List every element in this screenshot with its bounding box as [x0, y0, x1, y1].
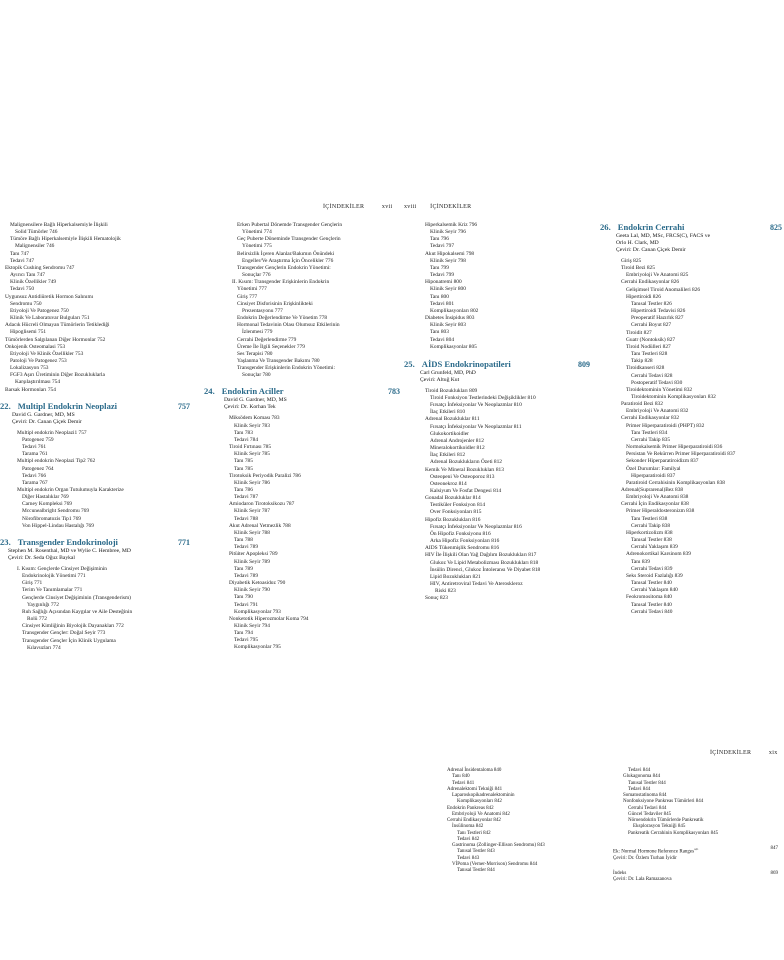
toc-entry[interactable]: Paratiroid Bezi 832	[621, 401, 663, 408]
toc-entry[interactable]: Hiponatremi 800	[425, 279, 462, 286]
toc-entry[interactable]: Patoloji Ve Patogenez 753	[10, 357, 67, 364]
toc-entry[interactable]: Testiküler Fonksiyon 814	[430, 502, 486, 509]
toc-entry[interactable]: Güncel Tedaviler 845	[628, 811, 672, 817]
toc-entry[interactable]: Hiperkortizolizm 838	[626, 529, 673, 536]
toc-entry[interactable]: Tiroidit 827	[626, 329, 652, 336]
toc-list	[420, 388, 590, 603]
toc-entry[interactable]: Giriş 825	[621, 258, 642, 264]
toc-entry[interactable]: Ruh Sağlığı Açısından Kaygılar ve Aile Desteğinin	[22, 608, 133, 615]
toc-entry[interactable]: II. Kısım: Transgender Erişkinlerin Endokrin	[232, 279, 330, 286]
toc-entry[interactable]: Mccunealbright Sendromu 769	[22, 508, 90, 515]
appendix-translator: Çeviri: Dr. Özlem Turhan İyidir	[613, 855, 677, 861]
chapter-25-author: Carl Grunfeld, MD, PhD	[420, 369, 476, 376]
toc-entry[interactable]: Tiroid Fonksiyon Testlerindeki Değişiklikler 810	[430, 394, 536, 401]
toc-entry[interactable]: Tiroid Bozuklukları 809	[425, 387, 478, 394]
toc-entry[interactable]: Tanı 786	[234, 487, 253, 493]
toc-entry[interactable]: Cerrahi Takip 838	[631, 522, 671, 529]
toc-entry[interactable]: Cerrahi Tedavi 840	[631, 608, 673, 615]
toc-entry[interactable]: Endokrin Değerlendirme Ve Yönetim 778	[237, 315, 328, 322]
toc-entry[interactable]: Tedavi 766	[22, 472, 47, 479]
toc-entry[interactable]: Gastrinoma (Zollinger-Ellison Sendromu) 843	[452, 843, 545, 848]
toc-entry[interactable]: Nonfonksiyone Pankreas Tümörleri 844	[623, 799, 704, 805]
toc-entry[interactable]: Hipofiz Bozuklukları 816	[425, 516, 481, 523]
toc-entry[interactable]: Patogenez 764	[22, 465, 54, 472]
toc-entry[interactable]: Tanı 785	[234, 458, 253, 465]
toc-list	[442, 768, 592, 874]
toc-entry[interactable]: Fırsatçı İnfeksiyonlar Ve Neoplazmlar 811	[430, 423, 522, 430]
toc-entry[interactable]: Komplikasyonları 842	[457, 799, 502, 805]
toc-entry[interactable]: Eksplorasyon Tekniği 845	[633, 824, 686, 830]
toc-entry[interactable]: Klinik Seyir 800	[430, 286, 466, 293]
toc-entry[interactable]: Tanısal Testler 838	[631, 537, 672, 544]
toc-entry[interactable]: Transgender Erişkinlerin Endokrin Yönetimi:	[237, 365, 335, 372]
appendix-entry[interactable]	[613, 846, 778, 862]
toc-entry[interactable]: Miksödem Koması 783	[229, 415, 280, 422]
toc-entry[interactable]: Tedavi 761	[22, 444, 47, 451]
toc-entry[interactable]: Nonketotik Hiperozmolar Koma 794	[229, 615, 309, 622]
toc-entry[interactable]: Adacık Hücreli Olmayan Tümörlerin Tetiklediği	[5, 322, 110, 329]
toc-entry[interactable]: Terim Ve Tanımlamalar 771	[22, 587, 83, 594]
toc-entry[interactable]: Cerrahi İçin Endikasyonlar 838	[621, 501, 689, 508]
toc-entry[interactable]: Lokalizasyon 753	[10, 365, 49, 372]
toc-entry[interactable]: Tanı 783	[234, 429, 253, 436]
toc-entry[interactable]: Tiroidektominin Yönetimi 832	[626, 386, 693, 393]
toc-entry[interactable]: Tedavi 844	[628, 768, 651, 773]
toc-entry[interactable]: Glukokortikoidler	[430, 430, 469, 437]
toc-entry[interactable]: Tanı 788	[234, 537, 253, 544]
toc-entry[interactable]: Cerrahi Takip 835	[631, 436, 671, 443]
toc-entry[interactable]: Nörofibromatozis Tip1 769	[22, 515, 81, 522]
chapter-26-translator: Çeviri: Dr. Canan Çiçek Demir	[616, 247, 686, 253]
toc-entry[interactable]: Yaşlanma Ve Transgender Bakımı 780	[237, 357, 320, 364]
toc-entry[interactable]: Transgender Gençlerin Endokrin Yönetimi:	[237, 264, 331, 271]
chapter-24-author: David G. Gardner, MD, MS	[224, 397, 287, 404]
toc-entry[interactable]: İzlenmesi 779	[242, 329, 273, 336]
toc-entry[interactable]: Tanısal Testler 843	[457, 849, 495, 855]
toc-entry[interactable]: Adrenal(Suprarenal)Bez 838	[621, 487, 684, 493]
toc-list	[220, 415, 400, 651]
toc-entry[interactable]: Lipid Bozuklukları 821	[430, 573, 481, 580]
toc-entry[interactable]: Von Hippel-Lindau Hastalığı 769	[22, 522, 94, 529]
toc-entry[interactable]: İlaç Etkileri 810	[430, 409, 466, 416]
index-translator: Çeviri: Dr. Lala Ramazanova	[613, 877, 672, 883]
toc-entry[interactable]: Klinik Seyir 794	[234, 622, 270, 629]
toc-entry[interactable]: Belirsizlik İçeren Alanlar/Bakımın Önündeki	[237, 250, 335, 257]
appendix-title: Ek: Normal Hormone Reference Ranges	[613, 849, 695, 855]
toc-entry[interactable]: Kemik Ve Mineral Bozuklukları 813	[425, 466, 504, 473]
toc-entry[interactable]: Tedavi 750	[10, 286, 35, 293]
toc-entry[interactable]: Embriyoloji Ve Anatomi 832	[626, 408, 689, 415]
toc-entry[interactable]: Klinik Ve Laboratuvar Bulguları 751	[10, 315, 90, 322]
toc-column-bottom-left	[442, 768, 592, 874]
toc-entry[interactable]: Cinsiyet Disforisinin Erişkinlikteki	[237, 300, 313, 307]
toc-list	[0, 222, 190, 394]
toc-entry[interactable]: Tedavi 843	[457, 855, 480, 861]
toc-entry[interactable]: Takip 828	[631, 358, 653, 365]
toc-entry[interactable]: Tedavi 747	[10, 257, 35, 264]
toc-entry[interactable]: Glukagonoma 844	[623, 774, 661, 780]
toc-entry[interactable]: Etiyoloji Ve Patogenez 750	[10, 307, 69, 314]
chapter-24-translator: Çeviri: Dr. Korhan Tek	[224, 404, 276, 411]
toc-entry[interactable]: Erken Pubertal Dönemde Transgender Gençlerin	[237, 222, 343, 228]
toc-entry[interactable]: Over Fonksiyonları 815	[430, 509, 482, 516]
index-page: 869	[770, 871, 778, 876]
toc-entry[interactable]: Tarama 767	[22, 479, 48, 486]
toc-entry[interactable]: Gelişimsel Tiroid Anomalileri 826	[626, 286, 701, 293]
toc-entry[interactable]: Tanı 796	[430, 236, 449, 243]
toc-entry[interactable]: Cerrahi Tedavi 839	[631, 565, 673, 572]
toc-list	[0, 566, 190, 652]
toc-entry[interactable]: Cerrahi Yaklaşım 840	[631, 587, 678, 594]
chapter-22-heading[interactable]: 22. Multipl Endokrin Neoplazi 757	[0, 400, 190, 411]
toc-entry[interactable]: Malignensilere Bağlı Hiperkalsemiyle İlişkili	[10, 222, 108, 228]
toc-entry[interactable]: Geç Puberte Döneminde Transgender Gençlerin	[237, 236, 341, 243]
toc-entry[interactable]: Tanısal Testler 826	[631, 300, 672, 307]
toc-entry[interactable]: Fırsatçı İnfeksiyonlar Ve Neoplazmlar 810	[430, 402, 522, 409]
toc-list	[220, 222, 400, 379]
toc-entry[interactable]: Klinik Seyir 798	[430, 257, 466, 264]
toc-entry[interactable]: Cerrahi Tedavi 828	[631, 372, 673, 379]
chapter-25-translator: Çeviri: Altuğ Kut	[420, 376, 460, 383]
toc-entry[interactable]: Somatostatinoma 844	[623, 793, 667, 798]
toc-entry[interactable]: Tedavi 844	[628, 786, 651, 792]
index-entry[interactable]	[613, 871, 778, 884]
toc-entry[interactable]: Tanı 799	[430, 264, 449, 271]
toc-entry[interactable]: Guatr (Nontoksik) 827	[626, 336, 676, 343]
toc-entry[interactable]: Gençlerde Cinsiyet Değişiminin (Transgenderism)	[22, 594, 131, 601]
toc-entry[interactable]: Tedavi 791	[234, 601, 259, 608]
toc-entry[interactable]: Preoperatif Hazırlık 827	[631, 315, 684, 322]
toc-entry[interactable]: Primer Hiperaldosteronizm 838	[626, 508, 695, 515]
toc-entry[interactable]: Uygunsuz Antidiüretik Hormon Salınımı	[5, 293, 94, 300]
toc-entry[interactable]: Hormonal Tedavinin Olası Olumsuz Etkilerinin	[237, 322, 340, 329]
toc-entry[interactable]: Klinik Seyir 787	[234, 508, 270, 515]
toc-entry[interactable]: Yönetimi 775	[242, 243, 272, 250]
chapter-23-translator: Çeviri: Dr. Seda Oğuz Baykal	[8, 554, 75, 561]
toc-column-bottom-right	[613, 768, 778, 837]
toc-entry[interactable]: Tanı Testleri 828	[631, 351, 668, 358]
toc-entry[interactable]: Klinik Seyir 796	[430, 229, 466, 236]
toc-entry[interactable]: Transgender Gençler İçin Klinik Uygulama	[22, 637, 116, 644]
toc-entry[interactable]: Klinik Seyir 803	[430, 322, 466, 329]
toc-entry[interactable]: Giriş 777	[237, 293, 258, 300]
toc-entry[interactable]: Diabetes İnsipidus 803	[425, 315, 475, 322]
toc-entry[interactable]: Karşılaştırılması 754	[15, 379, 61, 386]
toc-entry[interactable]: Embriyoloji Ve Anatomi 825	[626, 272, 689, 279]
toc-entry[interactable]: Endokrinolojik Yönetimi 771	[22, 573, 86, 580]
toc-column-3	[404, 222, 590, 603]
toc-entry[interactable]: Tanı Testleri 838	[631, 515, 668, 522]
toc-entry[interactable]: Tedavi 784	[234, 436, 259, 443]
toc-entry[interactable]: Adrenokortikal Karsinom 839	[626, 551, 691, 558]
toc-entry[interactable]: Tedavi 787	[234, 494, 259, 501]
toc-entry[interactable]: Tanı 785	[234, 465, 253, 472]
toc-entry[interactable]: Tanısal Testler 840	[631, 601, 672, 608]
toc-entry[interactable]: İnsülin Direnci, Glukoz İntoleransı Ve Diyabet 818	[430, 566, 541, 573]
toc-entry[interactable]: Malignensiler 746	[15, 243, 55, 250]
toc-entry[interactable]: Tiroid Bezi 825	[621, 265, 655, 272]
toc-entry[interactable]: Cerrahi Yaklaşım 839	[631, 544, 678, 551]
toc-column-1	[0, 222, 190, 652]
toc-entry[interactable]: Cerrahi Değerlendirme 779	[237, 336, 297, 343]
toc-entry[interactable]: Rolü 772	[27, 616, 47, 623]
toc-entry[interactable]: Üreme İle İlgili Seçenekler 779	[237, 343, 305, 350]
toc-entry[interactable]: İnsülinoma 842	[452, 824, 484, 830]
toc-entry[interactable]: Barsak Hormonları 754	[5, 386, 56, 393]
index-title: İndeks	[613, 871, 627, 876]
running-head-right: İÇİNDEKİLER	[430, 204, 472, 210]
toc-entry[interactable]: Paratiroid Cerrahisinin Komplikasyonları 838	[626, 479, 725, 486]
toc-entry[interactable]: Cerrahi Tedavi 844	[628, 805, 667, 811]
toc-entry[interactable]: Tanı 790	[234, 594, 253, 601]
chapter-25-heading[interactable]: 25. AİDS Endokrinopatileri 809	[404, 358, 590, 369]
toc-entry[interactable]: Klinik Seyir 785	[234, 451, 270, 458]
toc-entry[interactable]: Sonuçlar 780	[242, 372, 271, 379]
toc-entry[interactable]: Kılavuzları 774	[27, 644, 61, 651]
toc-entry[interactable]: Tanı 840	[452, 774, 470, 780]
toc-entry[interactable]: Etiyoloji Ve Klinik Özellikler 753	[10, 350, 84, 357]
toc-entry[interactable]: Adrenal Androjenler 812	[430, 437, 484, 444]
toc-entry[interactable]: Sendromu 750	[10, 300, 42, 307]
toc-entry[interactable]: Tedavi 804	[430, 336, 455, 343]
toc-entry[interactable]: Yaygınlığı 772	[27, 601, 59, 608]
toc-entry[interactable]: Adrenal İnsidentaloma 840	[447, 768, 502, 773]
running-head-left: İÇİNDEKİLER	[323, 204, 365, 210]
chapter-26-author-2: Orlo H. Clark, MD	[616, 240, 659, 246]
toc-entry[interactable]: Klinik Seyir 788	[234, 529, 270, 536]
toc-entry[interactable]: Pankreatik Cerrahinin Komplikasyonları 845	[628, 830, 719, 836]
page-number-left: xvii	[381, 204, 393, 210]
toc-entry[interactable]: Hipertiroidi 826	[626, 293, 661, 300]
toc-entry[interactable]: Tümörlerden Salgılanan Diğer Hormonlar 752	[5, 336, 106, 343]
toc-entry[interactable]: Klinik Seyir 789	[234, 558, 270, 565]
toc-entry[interactable]: Hiperkalsemik Kriz 796	[425, 222, 478, 228]
toc-entry[interactable]: AIDS Tükenmişlik Sendromu 816	[425, 545, 500, 552]
toc-entry[interactable]: Klinik Özellikler 749	[10, 279, 57, 286]
toc-entry[interactable]: Tarama 761	[22, 451, 48, 458]
toc-entry[interactable]: Cinsiyet Kimliğinin Biyolojik Dayanakları 772	[22, 623, 124, 630]
toc-entry[interactable]: Tümöre Bağlı Hiperkalsemiyle İlişkili Hematolojik	[10, 236, 121, 243]
toc-entry[interactable]: Endokrin Pankreas 842	[447, 805, 494, 811]
toc-list	[0, 430, 190, 530]
toc-entry[interactable]: Hipoglisemi 751	[10, 329, 47, 336]
toc-entry[interactable]: Tanı 839	[631, 558, 650, 565]
toc-entry[interactable]: Cerrahi Endikasyonlar 842	[447, 818, 501, 823]
toc-entry[interactable]: Fırsatçı İnfeksiyonlar Ve Neoplazmlar 816	[430, 523, 522, 530]
toc-entry[interactable]: Sekonder Hiperparatiroidizm 837	[626, 458, 699, 465]
toc-entry[interactable]: Osteonekroz 814	[430, 480, 467, 487]
toc-entry[interactable]: Cerrahi Boyut 827	[631, 322, 672, 329]
toc-entry[interactable]: Ektopik Cushing Sendromu 747	[5, 264, 75, 271]
toc-entry[interactable]: Adrenal Bozukluklar 811	[425, 416, 480, 423]
toc-entry[interactable]: Engeller/Ve Araştırma İçin Öncelikler 776	[242, 257, 334, 264]
toc-entry[interactable]: Solid Tümörler 746	[15, 229, 58, 236]
toc-entry[interactable]: Yönetimi 777	[237, 286, 267, 293]
toc-entry[interactable]: Tanı 747	[10, 250, 29, 257]
toc-entry[interactable]: Transgender Gençler: Doğal Seyir 773	[22, 630, 106, 637]
toc-entry[interactable]: Hipertiroidi Tedavisi 826	[631, 308, 686, 315]
chapter-26-author: Geeta Lal, MD, MSc, FRCS(C), FACS ve	[616, 233, 711, 239]
toc-entry[interactable]: Tedavi 799	[430, 272, 455, 279]
toc-entry[interactable]: Embriyoloji Ve Anatomi 838	[626, 494, 689, 501]
toc-entry[interactable]: Tedavi 842	[457, 836, 480, 842]
toc-list	[420, 222, 590, 351]
toc-entry[interactable]: Normokalsemik Primer Hiperparatiroidi 836	[626, 444, 723, 451]
toc-entry[interactable]: Multipl endokrin Neoplazi Tip2 762	[17, 458, 96, 465]
toc-list	[613, 768, 778, 837]
toc-entry[interactable]: Klinik Seyir 786	[234, 479, 270, 486]
toc-entry[interactable]: Prezentasyonu 777	[242, 307, 283, 314]
toc-entry[interactable]: Tanı 794	[234, 630, 253, 637]
toc-column-4	[600, 222, 782, 616]
toc-entry[interactable]: Postoperatif Tedavi 830	[631, 379, 683, 386]
toc-entry[interactable]: Primer Hiperparatiroidi (PHPT) 832	[626, 422, 705, 429]
toc-entry[interactable]: Komplikasyonlar 795	[234, 644, 281, 651]
toc-entry[interactable]: Ayırıcı Tanı 747	[10, 272, 45, 279]
toc-entry[interactable]: İlaç Etkileri 812	[430, 452, 466, 459]
toc-entry[interactable]: Cerrahi Endikasyonlar 826	[621, 279, 680, 286]
toc-entry[interactable]: Hiperparatiroidi 837	[631, 472, 676, 479]
toc-entry[interactable]: Giriş 771	[22, 580, 43, 587]
toc-entry[interactable]: Klinik Seyir 790	[234, 587, 270, 594]
toc-entry[interactable]: Tedavi 789	[234, 544, 259, 551]
toc-entry[interactable]: Gonadal Bozukluklar 814	[425, 495, 481, 502]
toc-entry[interactable]: FGF3 Aşırı Üretiminin Diğer Bozukluklarla	[10, 372, 105, 379]
toc-entry[interactable]: Amiodaron Tirotoksikozu 787	[229, 501, 295, 508]
page-number-right: xviii	[404, 204, 417, 210]
toc-entry[interactable]: Ses Terapisi 780	[237, 350, 273, 357]
toc-entry[interactable]: Klinik Seyir 783	[234, 422, 270, 429]
appendix-page: 847	[770, 846, 778, 851]
toc-entry[interactable]: Tedavi 801	[430, 300, 455, 307]
toc-entry[interactable]: Mineralokortikoidler 812	[430, 445, 485, 452]
toc-entry[interactable]: VİPoma (Verner-Morrison) Sendromu 844	[452, 861, 538, 867]
toc-entry[interactable]: Akut Adrenal Yetmezlik 788	[229, 522, 291, 529]
toc-entry[interactable]: Persistan Ve Rekürren Primer Hiperparatiroidi 837	[626, 451, 736, 458]
toc-entry[interactable]: Cerrahi Endikasyonlar 832	[621, 415, 680, 422]
toc-entry[interactable]: Tedavi 788	[234, 515, 259, 522]
toc-entry[interactable]: Tedavi 841	[452, 780, 475, 786]
toc-entry[interactable]: Adrenal Bozuklukların Özeti 812	[430, 459, 503, 466]
toc-entry[interactable]: Özel Durumlar: Familyal	[626, 465, 681, 472]
chapter-22-author: David G. Gardner, MD, MS	[12, 411, 75, 418]
toc-entry[interactable]: Embriyoloji Ve Anatomi 842	[452, 811, 510, 817]
chapter-26-heading[interactable]: 26. Endokrin Cerrahi 825	[600, 222, 782, 232]
page-number-bottom: xix	[768, 750, 778, 756]
toc-entry[interactable]: Tanı 800	[430, 293, 449, 300]
toc-entry[interactable]: Onkojenik Osteomalasi 753	[5, 343, 66, 350]
running-head-bottom: İÇİNDEKİLER	[710, 750, 752, 756]
toc-entry[interactable]: Tedavi 789	[234, 572, 259, 579]
chapter-23-author: Stephen M. Rosenthal, MD ve Wylie C. Hembree, MD	[8, 547, 131, 554]
chapter-24-heading[interactable]: 24. Endokrin Aciller 783	[204, 386, 400, 397]
toc-entry[interactable]: Ön Hipofiz Fonksiyonu 816	[430, 530, 491, 537]
toc-entry[interactable]: Adrenalektomi Tekniği 841	[447, 786, 503, 792]
toc-entry[interactable]: Multipl endokrin Organ Tutulumuyla Karakterize	[17, 487, 124, 493]
chapter-23-heading[interactable]: 23. Transgender Endokrinoloji 771	[0, 536, 190, 547]
toc-entry[interactable]: Komplikasyonlar 793	[234, 608, 281, 615]
toc-entry[interactable]: Tiroid Fırtınası 785	[229, 444, 272, 451]
toc-entry[interactable]: Tedavi 797	[430, 243, 455, 250]
toc-entry[interactable]: Tanı 803	[430, 329, 449, 336]
toc-entry[interactable]: Tanısal Testler 840	[631, 580, 672, 587]
toc-entry[interactable]: Komplikasyonlar 805	[430, 343, 477, 350]
toc-entry[interactable]: Glukoz Ve Lipid Metabolizması Bozuklukları 818	[430, 559, 539, 566]
toc-entry[interactable]: Carney Kompleksi 769	[22, 501, 73, 508]
toc-list	[600, 258, 782, 616]
toc-entry[interactable]: Multipl endokrin Neoplazi1 757	[17, 429, 87, 436]
toc-entry[interactable]: Tiroidkanseri 828	[626, 365, 665, 372]
toc-entry[interactable]: Tanısal Testler 844	[457, 868, 495, 873]
toc-entry[interactable]: Tanı 789	[234, 565, 253, 572]
toc-entry[interactable]: Sonuç 823	[425, 595, 448, 602]
toc-entry[interactable]: Tanı Testleri 834	[631, 429, 668, 436]
toc-entry[interactable]: Feokromositoma 840	[626, 594, 672, 601]
toc-entry[interactable]: Yönetimi 774	[242, 229, 272, 236]
toc-entry[interactable]: Tanı Testleri 842	[457, 830, 491, 836]
chapter-22-translator: Çeviri: Dr. Canan Çiçek Demir	[12, 418, 82, 425]
toc-entry[interactable]: Nöroendokrin Tümörlerde Pankreatik	[628, 818, 704, 823]
toc-entry[interactable]: Laparoskopikadrenalektominin	[452, 793, 515, 798]
toc-entry[interactable]: HIV, Antiretroviral Tedavi Ve Ateroskleroz	[430, 581, 523, 588]
toc-entry[interactable]: Tiroidektominin Komplikasyonları 832	[631, 393, 716, 400]
toc-entry[interactable]: Sonuçlar 776	[242, 272, 271, 279]
toc-entry[interactable]: Osteopeni Ve Osteoporoz 813	[430, 473, 495, 480]
toc-entry[interactable]: Riski 823	[435, 588, 456, 595]
appendix-superscript: a,b	[694, 847, 699, 851]
toc-entry[interactable]: Seks Steroid Fazlalığı 839	[626, 572, 683, 579]
toc-entry[interactable]: Tanısal Testler 844	[628, 780, 666, 786]
toc-entry[interactable]: Diğer Hastalıklar 769	[22, 494, 69, 501]
toc-column-2	[204, 222, 400, 652]
toc-entry[interactable]: Patogenez 759	[22, 436, 54, 443]
toc-entry[interactable]: Arka Hipofiz Fonksiyonları 816	[430, 538, 500, 545]
toc-entry[interactable]: HIV İle İlişkili Olan Yağ Dağılım Bozuklukları 817	[425, 552, 537, 559]
toc-entry[interactable]: I. Kısım: Gençlerde Cinsiyet Değişiminin	[17, 565, 107, 572]
toc-entry[interactable]: Tedavi 795	[234, 637, 259, 644]
toc-entry[interactable]: Komplikasyonları 802	[430, 307, 479, 314]
toc-entry[interactable]: Kalsiyum Ve Fosfat Dengesi 814	[430, 488, 502, 494]
toc-entry[interactable]: Pitüiter Apopleksi 789	[229, 551, 278, 558]
toc-entry[interactable]: Diyabetik Ketoasidoz 790	[229, 580, 286, 587]
toc-entry[interactable]: Tirotoksik Periyodik Paralizi 786	[229, 472, 301, 479]
toc-entry[interactable]: Akut Hipokalsemi 798	[425, 250, 475, 257]
toc-entry[interactable]: Tiroid Nodülleri 827	[626, 343, 671, 350]
